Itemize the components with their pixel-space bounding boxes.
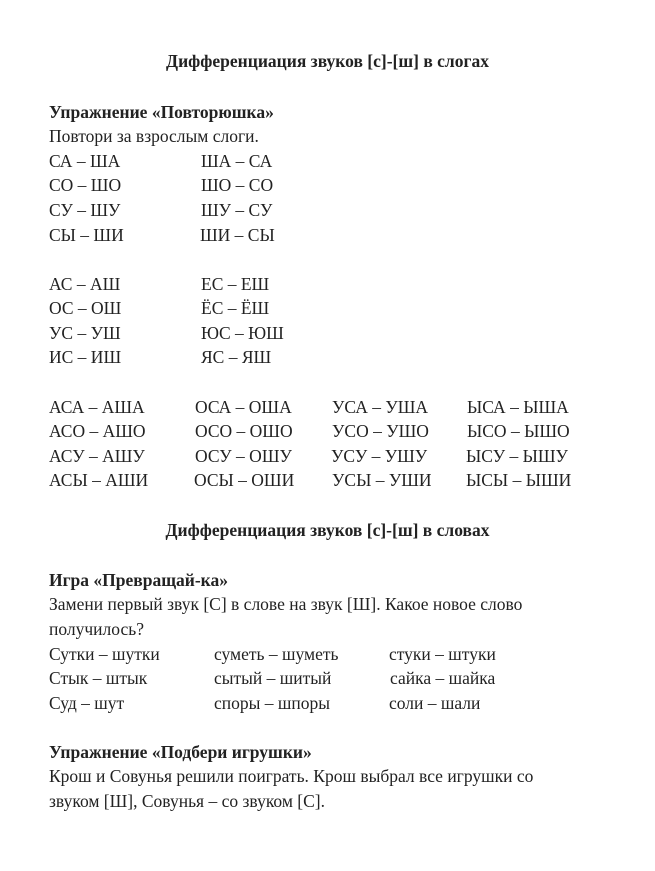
word-pair: Сутки – шутки [49,644,160,664]
word-pair: споры – шпоры [214,693,330,713]
syllable-pair: ШИ – СЫ [200,225,275,245]
syllable-pair: АСО – АШО [49,421,146,441]
syllable-pair: УСУ – УШУ [331,446,428,466]
syllable-pair: ЫСО – ЫШО [467,421,570,441]
word-pair: суметь – шуметь [214,644,339,664]
syllable-pair: АСУ – АШУ [49,446,145,466]
syllable-pair: УСА – УША [332,397,429,417]
game-instruction-line1: Замени первый звук [С] в слове на звук [Ш]. Какое новое слово [49,594,523,614]
syllable-pair: АСА – АША [49,397,145,417]
section-title-words: Дифференциация звуков [с]-[ш] в словах [165,520,490,540]
syllable-pair: ЫСА – ЫША [467,397,569,417]
section-title-syllables: Дифференциация звуков [с]-[ш] в слогах [166,51,489,71]
syllable-pair: ИС – ИШ [49,347,122,367]
word-pair: соли – шали [389,693,481,713]
syllable-pair: АСЫ – АШИ [49,470,149,490]
syllable-pair: УС – УШ [49,323,121,343]
exercise-heading-povtoryushka: Упражнение «Повторюшка» [49,102,274,122]
syllable-pair: ЕС – ЕШ [201,274,270,294]
syllable-pair: УСЫ – УШИ [332,470,432,490]
syllable-pair: ЁС – ЁШ [201,298,270,318]
word-pair: сайка – шайка [390,668,496,688]
game-heading-prevrashchayka: Игра «Превращай-ка» [49,570,228,590]
syllable-pair: АС – АШ [49,274,121,294]
syllable-pair: СЫ – ШИ [49,225,124,245]
game-instruction-line2: получилось? [49,619,144,639]
exercise-text-line1: Крош и Совунья решили поиграть. Крош выбрал все игрушки со [49,766,534,786]
word-pair: стуки – штуки [389,644,496,664]
word-pair: сытый – шитый [214,668,332,688]
syllable-pair: ОСУ – ОШУ [195,446,292,466]
syllable-pair: ЫСЫ – ЫШИ [466,470,572,490]
syllable-pair: ОС – ОШ [49,298,122,318]
syllable-pair: СУ – ШУ [49,200,121,220]
syllable-pair: ЯС – ЯШ [201,347,272,367]
word-pair: Стык – штык [49,668,148,688]
syllable-pair: ЮС – ЮШ [201,323,284,343]
syllable-pair: УСО – УШО [332,421,429,441]
exercise-heading-toys: Упражнение «Подбери игрушки» [49,742,312,762]
syllable-pair: ОСА – ОША [195,397,292,417]
word-pair: Суд – шут [49,693,125,713]
syllable-pair: ША – СА [201,151,273,171]
syllable-pair: ЫСУ – ЫШУ [466,446,568,466]
syllable-pair: СА – ША [49,151,121,171]
exercise-text-line2: звуком [Ш], Совунья – со звуком [С]. [49,791,326,811]
syllable-pair: ОСО – ОШО [195,421,293,441]
syllable-pair: ШО – СО [201,175,274,195]
syllable-pair: ОСЫ – ОШИ [194,470,295,490]
syllable-pair: СО – ШО [49,175,122,195]
exercise-instruction: Повтори за взрослым слоги. [49,126,259,146]
syllable-pair: ШУ – СУ [201,200,273,220]
